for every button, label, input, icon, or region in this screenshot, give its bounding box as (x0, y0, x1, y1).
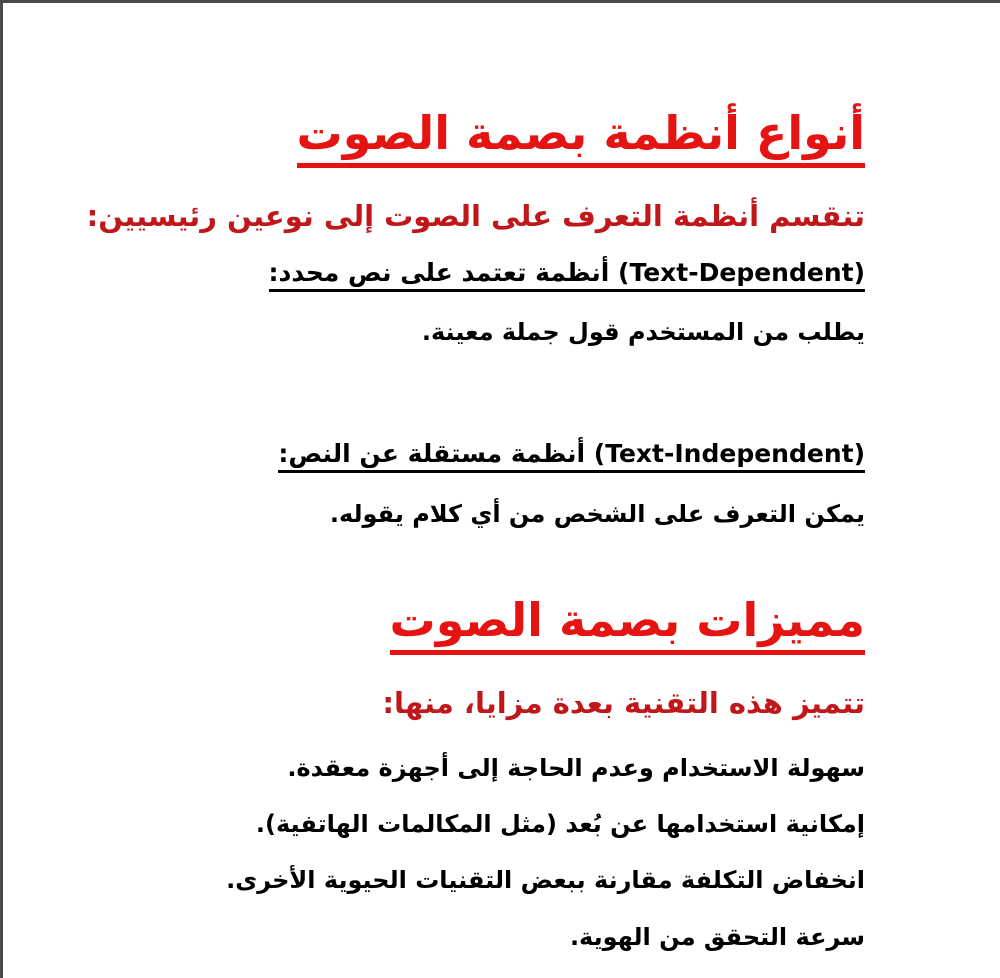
section-heading-voiceprint-types: أنواع أنظمة بصمة الصوت (297, 106, 865, 168)
type-title-text-independent-label: أنظمة مستقلة عن النص: (278, 439, 594, 468)
section-intro-types: تنقسم أنظمة التعرف على الصوت إلى نوعين رئيسيين: (86, 199, 865, 233)
advantage-list-item: سرعة التحقق من الهوية. (569, 923, 865, 951)
type-title-text-dependent (269, 258, 865, 292)
section-heading-voiceprint-advantages: مميزات بصمة الصوت (390, 593, 866, 655)
advantage-list-item: انخفاض التكلفة مقارنة ببعض التقنيات الحيوية الأخرى. (226, 866, 865, 894)
type-description-text-independent: يمكن التعرف على الشخص من أي كلام يقوله. (329, 500, 865, 528)
type-title-text-dependent-label: أنظمة تعتمد على نص محدد: (268, 258, 619, 287)
advantage-list-item: سهولة الاستخدام وعدم الحاجة إلى أجهزة معقدة. (287, 754, 865, 782)
type-description-text-dependent: يطلب من المستخدم قول جملة معينة. (421, 318, 865, 346)
term-text-independent: (Text-Independent) (593, 439, 865, 468)
document-page (3, 3, 1000, 978)
term-text-dependent: (Text-Dependent) (618, 258, 865, 287)
type-title-text-independent (278, 439, 865, 473)
advantage-list-item: إمكانية استخدامها عن بُعد (مثل المكالمات الهاتفية). (255, 810, 865, 838)
section-intro-advantages: تتميز هذه التقنية بعدة مزايا، منها: (382, 686, 865, 720)
